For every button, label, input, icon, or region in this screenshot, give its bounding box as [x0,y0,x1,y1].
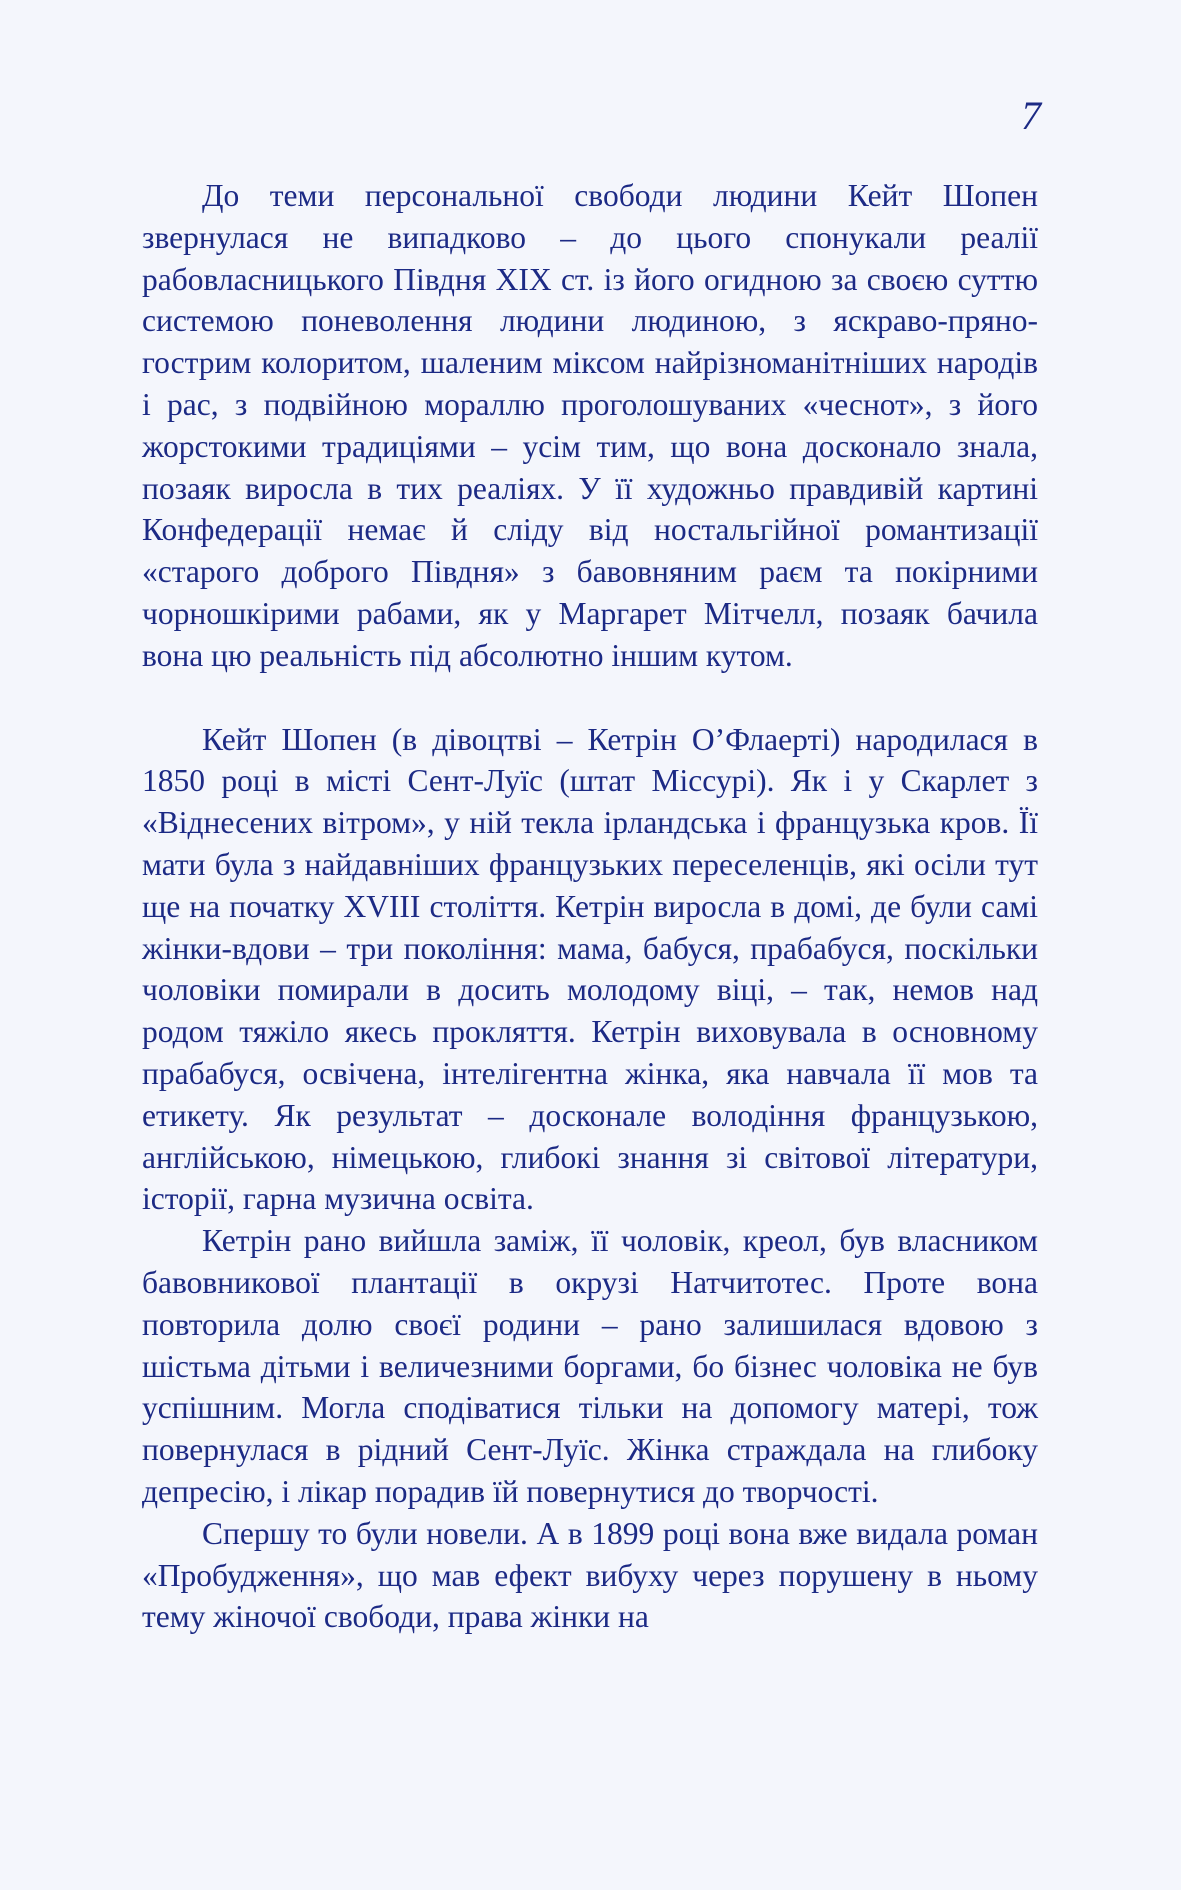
paragraph: Кейт Шопен (в дівоцтві – Кетрін О’Флаерті) народилася в 1850 році в місті Сент-Луїс (штат Міссурі). Як і у Скарлет з «Віднесених вітром», у ній текла ірландська і французька кров. Її мати була з найдавніших французьких переселенців, які осіли тут ще на початку XVIII століття. Кетрін виросла в домі, де були самі жінки-вдови – три покоління: мама, бабуся, прабабуся, поскільки чоловіки помирали в досить молодому віці, – так, немов над родом тяжіло якесь прокляття. Кетрін виховувала в основному прабабуся, освічена, інтелігентна жінка, яка навчала її мов та етикету. Як результат – досконале володіння французькою, англійською, німецькою, глибокі знання зі світової літератури, історії, гарна музична освіта. [142,721,1038,1217]
paragraph: Спершу то були новели. А в 1899 році вона вже видала роман «Пробудження», що мав ефект вибуху через порушену в ньому тему жіночої свободи, права жінки на [142,1515,1038,1635]
page-number: 7 [1021,93,1041,138]
paragraph: Кетрін рано вийшла заміж, її чоловік, креол, був власником бавовникової плантації в окрузі Натчитотес. Проте вона повторила долю своєї родини – рано залишилася вдовою з шістьма дітьми і величезними боргами, бо бізнес чоловіка не був успішним. Могла сподіватися тільки на допомогу матері, тож повернулася в рідний Сент-Луїс. Жінка страждала на глибоку депресію, і лікар порадив їй повернутися до творчості. [142,1223,1038,1509]
paragraph: До теми персональної свободи людини Кейт Шопен звернулася не випадково – до цього спонукали реалії рабовласницького Півдня XIX ст. із його огидною за своєю суттю системою поневолення людини людиною, з яскраво-пряно-гострим колоритом, шаленим міксом найрізноманітніших народів і рас, з подвійною мораллю проголошуваних «чеснот», з його жорстокими традиціями – усім тим, що вона досконало знала, позаяк виросла в тих реаліях. У її художньо правдивій картині Конфедерації немає й сліду від ностальгійної романтизації «старого доброго Півдня» з бавовняним раєм та покірними чорношкірими рабами, як у Маргарет Мітчелл, позаяк бачила вона цю реальність під абсолютно іншим кутом. [142,178,1038,673]
body-text [142,175,1038,1638]
